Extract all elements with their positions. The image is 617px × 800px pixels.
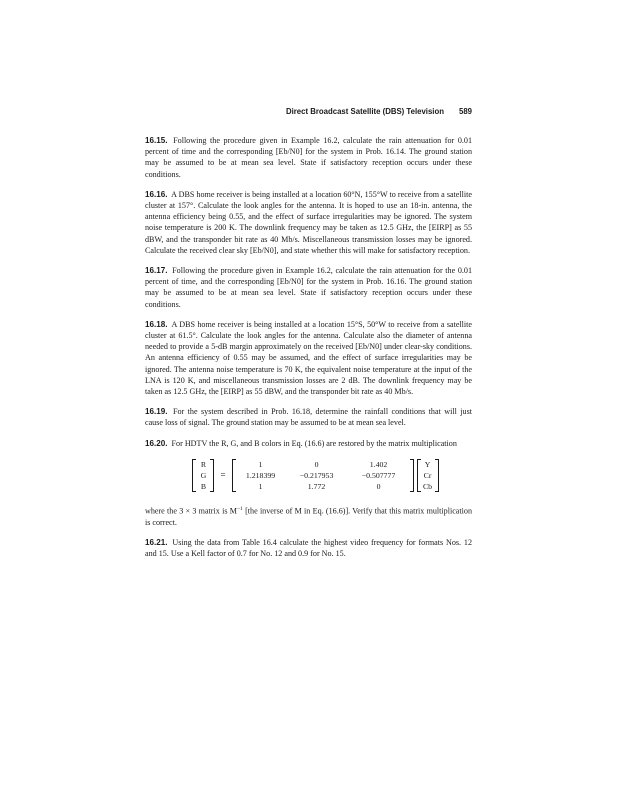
- matrix-cell: 1.218399: [245, 470, 276, 480]
- vector-entry: Y: [424, 459, 431, 469]
- inverse-superscript: −1: [236, 505, 243, 512]
- vector-entry: G: [200, 470, 207, 480]
- problem-16-18: [145, 319, 472, 397]
- problem-16-16: [145, 189, 472, 256]
- problem-text: For the system described in Prob. 16.18, determine the rainfall conditions that will just cause loss of signal. The ground station may be assumed to be at mean sea level.: [145, 407, 472, 428]
- problem-number: 16.17.: [145, 266, 168, 276]
- matrix-cell: −0.507777: [361, 470, 396, 480]
- problem-text: Following the procedure given in Example 16.2, calculate the rain attenuation for 0.01 percent of time and the corresponding [Eb/N0] for the system in Prob. 16.14. The ground station may be assumed to be at mean sea level. State if satisfactory reception occurs under these conditions.: [145, 136, 473, 179]
- matrix-equation: [159, 459, 472, 492]
- page-number: 589: [458, 107, 472, 116]
- coefficient-matrix: [232, 459, 414, 492]
- rgb-vector: [192, 459, 214, 492]
- problem-number: 16.18.: [145, 319, 168, 329]
- problem-number: 16.16.: [145, 189, 168, 199]
- equals-sign: =: [220, 469, 226, 480]
- problem-16-17: [145, 265, 472, 310]
- explanation-prefix: where the 3 × 3 matrix is M: [145, 506, 237, 516]
- problem-text: For HDTV the R, G, and B colors in Eq. (16.6) are restored by the matrix multiplication: [171, 438, 457, 448]
- vector-entry: Cr: [423, 470, 432, 480]
- explanation-suffix: [the inverse of M in Eq. (16.6)]. Verify that this matrix multiplication is correct.: [145, 506, 472, 527]
- vector-entry: Cb: [422, 481, 433, 491]
- vector-entry: R: [200, 459, 207, 469]
- matrix-cell: 1: [258, 459, 263, 469]
- problem-number: 16.15.: [145, 136, 168, 145]
- problem-text: A DBS home receiver is being installed at a location 15°S, 50°W to receive from a satellite cluster at 61.5°. Calculate the look angles for the antenna. Calculate also the diameter of antenna needed to provide a 5-dB margin approximately on the received [Eb/N0] under clear-sky conditions. An antenna efficiency of 0.55 may be assumed, and the effect of surface irregularities may be ignored. The antenna noise temperature is 70 K, the equivalent noise temperature at the input of the LNA is 120 K, and miscellaneous transmission losses are 2 dB. The downlink frequency may be taken as 12.5 GHz, the [EIRP] as 55 dBW, and the transponder bit rate as 40 Mb/s.: [145, 319, 473, 397]
- problem-text: Following the procedure given in Example 16.2, calculate the rain attenuation for the 0.01 percent of time, and the corresponding [Eb/N0] for the system in Prob. 16.16. The ground station may be assumed to be at mean sea level. State if satisfactory reception occurs under these conditions.: [145, 266, 472, 309]
- matrix-cell: 1: [258, 481, 263, 491]
- matrix-cell: 1.772: [307, 481, 326, 491]
- problem-number: 16.21.: [145, 537, 168, 547]
- ycrcb-vector: [417, 459, 439, 492]
- problem-16-21: [145, 537, 472, 559]
- matrix-explanation: [145, 504, 472, 528]
- problem-16-15: [145, 135, 472, 180]
- problem-16-20: [145, 438, 472, 449]
- problem-number: 16.19.: [145, 407, 168, 417]
- page-body: [145, 135, 472, 568]
- header-title: Direct Broadcast Satellite (DBS) Television: [285, 107, 444, 116]
- problem-text: A DBS home receiver is being installed at a location 60°N, 155°W to receive from a satellite cluster at 157°. Calculate the look angles for the antenna. It is hoped to use an 18-in. antenna, the antenna efficiency being 0.55, and the effect of surface irregularities may be ignored. The system noise temperature is 200 K. The downlink frequency may be taken as 12.5 GHz, the [EIRP] as 55 dBW, and the transponder bit rate as 40 Mb/s. Miscellaneous transmission losses may be ignored. Calculate the received clear sky [Eb/N0], and state whether this will make for satisfactory reception.: [145, 189, 472, 255]
- matrix-cell: 0: [314, 459, 319, 469]
- matrix-cell: 0: [376, 481, 381, 491]
- matrix-cell: 1.402: [369, 459, 388, 469]
- problem-16-19: [145, 406, 472, 428]
- running-header: [145, 107, 472, 116]
- problem-number: 16.20.: [145, 438, 168, 448]
- problem-text: Using the data from Table 16.4 calculate the highest video frequency for formats Nos. 12 and 15. Use a Kell factor of 0.7 for No. 12 and 0.9 for No. 15.: [145, 537, 472, 559]
- matrix-cell: −0.217953: [299, 470, 334, 480]
- vector-entry: B: [200, 481, 207, 491]
